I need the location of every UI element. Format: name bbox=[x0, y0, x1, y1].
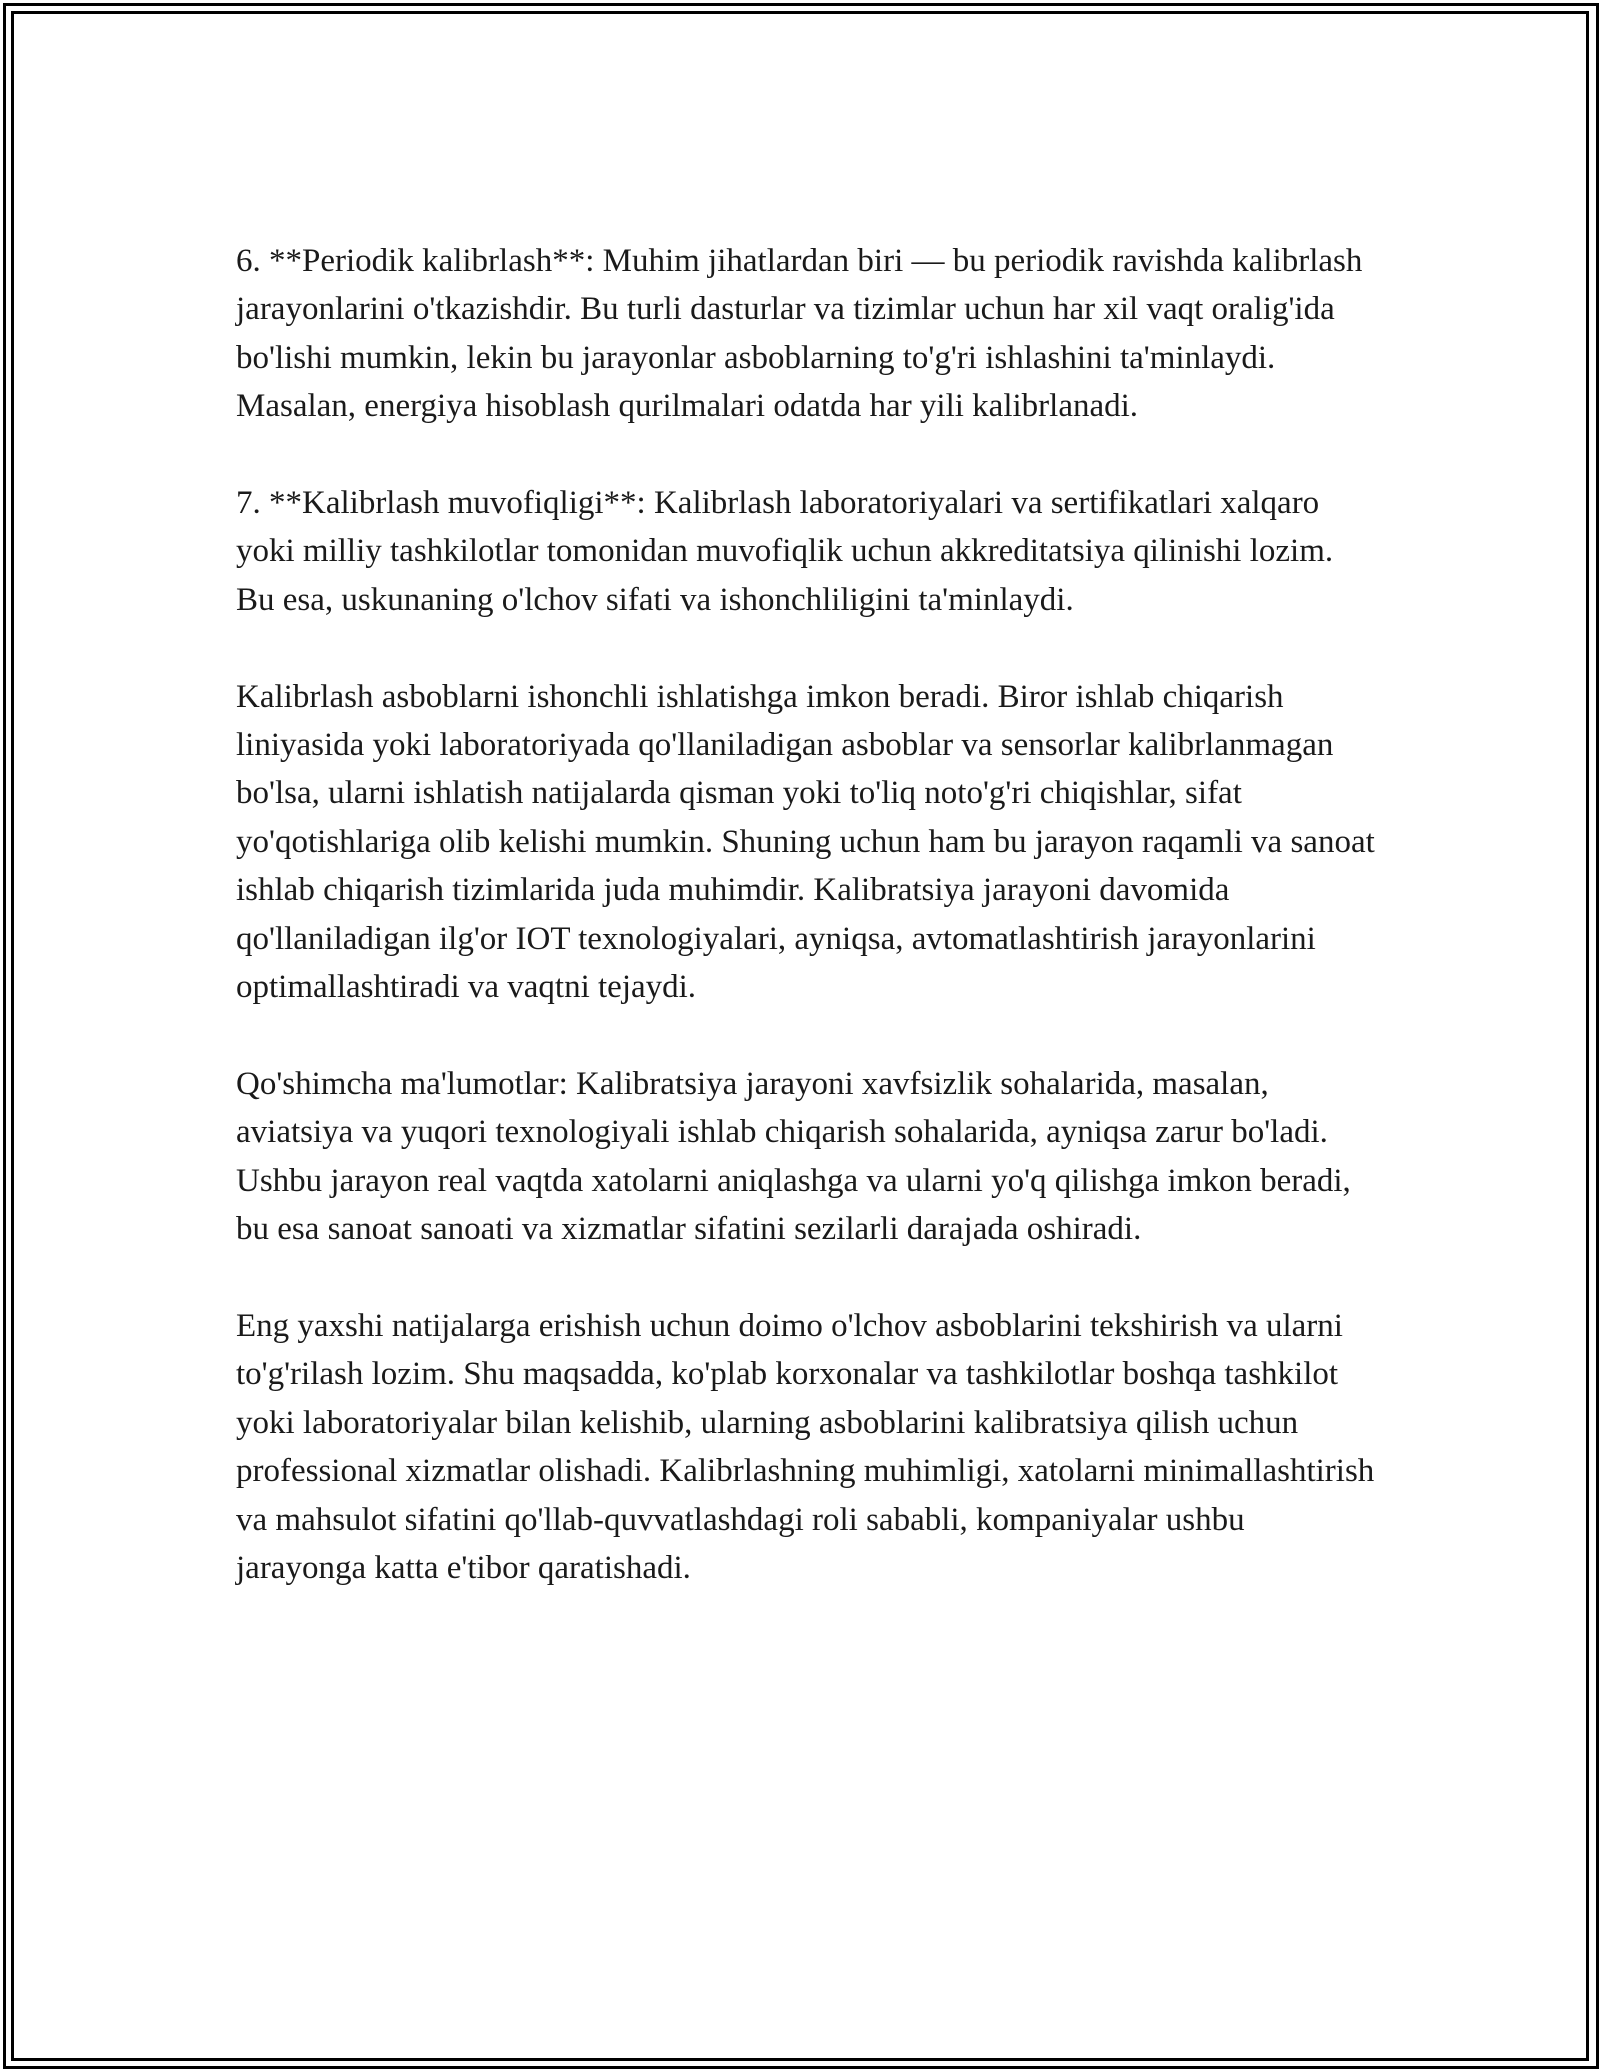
paragraph-calibration-compliance: 7. **Kalibrlash muvofiqligi**: Kalibrlash laboratoriyalari va sertifikatlari xalqaro yoki milliy tashkilotlar tomonidan muvofiqlik uchun akkreditatsiya qilinishi lozim. Bu esa, uskunaning o'lchov sifati va ishonchliligini ta'minlaydi. bbox=[236, 485, 1334, 618]
document-body bbox=[236, 237, 1376, 1641]
paragraph-best-results: Eng yaxshi natijalarga erishish uchun doimo o'lchov asboblarini tekshirish va ularni to'g'rilash lozim. Shu maqsadda, ko'plab korxonalar va tashkilotlar boshqa tashkilot yoki laboratoriyalar bilan kelishib, ularning asboblarini kalibratsiya qilish uchun professional xizmatlar olishadi. Kalibrlashning muhimligi, xatolarni minimallashtirish va mahsulot sifatini qo'llab-quvvatlashdagi roli sababli, kompaniyalar ushbu jarayonga katta e'tibor qaratishadi. bbox=[236, 1307, 1375, 1586]
paragraph-periodic-calibration: 6. **Periodik kalibrlash**: Muhim jihatlardan biri — bu periodik ravishda kalibrlash jarayonlarini o'tkazishdir. Bu turli dasturlar va tizimlar uchun har xil vaqt oralig'ida bo'lishi mumkin, lekin bu jarayonlar asboblarning to'g'ri ishlashini ta'minlaydi. Masalan, energiya hisoblash qurilmalari odatda har yili kalibrlanadi. bbox=[236, 243, 1363, 425]
paragraph-additional-information: Qo'shimcha ma'lumotlar: Kalibratsiya jarayoni xavfsizlik sohalarida, masalan, aviatsiya va yuqori texnologiyali ishlab chiqarish sohalarida, ayniqsa zarur bo'ladi. Ushbu jarayon real vaqtda xatolarni aniqlashga va ularni yo'q qilishga imkon beradi, bu esa sanoat sanoati va xizmatlar sifatini sezilarli darajada oshiradi. bbox=[236, 1065, 1351, 1248]
paragraph-calibration-reliability: Kalibrlash asboblarni ishonchli ishlatishga imkon beradi. Biror ishlab chiqarish liniyasida yoki laboratoriyada qo'llaniladigan asboblar va sensorlar kalibrlanmagan bo'lsa, ularni ishlatish natijalarda qisman yoki to'liq noto'g'ri chiqishlar, sifat yo'qotishlariga olib kelishi mumkin. Shuning uchun ham bu jarayon raqamli va sanoat ishlab chiqarish tizimlarida juda muhimdir. Kalibratsiya jarayoni davomida qo'llaniladigan ilg'or IOT texnologiyalari, ayniqsa, avtomatlashtirish jarayonlarini optimallashtiradi va vaqtni tejaydi. bbox=[236, 678, 1375, 1006]
